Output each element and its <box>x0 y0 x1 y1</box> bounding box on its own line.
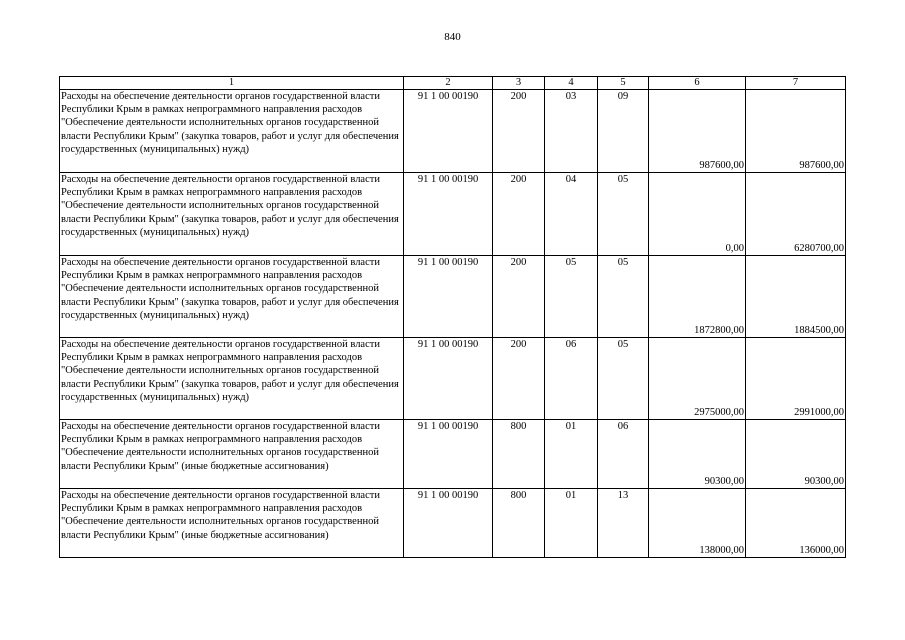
row-description: Расходы на обеспечение деятельности органов государственной власти Республики Крым в рамках непрограммного направления расходов "Обеспечение деятельности исполнительных органов государственной власти Республики Крым" (закупка товаров, работ и услуг для обеспечения государственных (муниципальных) нужд) <box>60 256 404 338</box>
row-section: 01 <box>545 489 598 558</box>
budget-table <box>59 76 846 558</box>
row-description: Расходы на обеспечение деятельности органов государственной власти Республики Крым в рамках непрограммного направления расходов "Обеспечение деятельности исполнительных органов государственной власти Республики Крым" (закупка товаров, работ и услуг для обеспечения государственных (муниципальных) нужд) <box>60 90 404 173</box>
row-description: Расходы на обеспечение деятельности органов государственной власти Республики Крым в рамках непрограммного направления расходов "Обеспечение деятельности исполнительных органов государственной власти Республики Крым" (закупка товаров, работ и услуг для обеспечения государственных (муниципальных) нужд) <box>60 338 404 420</box>
row-amount-2: 1884500,00 <box>746 256 846 338</box>
row-expense-type: 200 <box>493 90 545 173</box>
row-target-article: 91 1 00 00190 <box>404 173 493 256</box>
row-section: 05 <box>545 256 598 338</box>
row-description: Расходы на обеспечение деятельности органов государственной власти Республики Крым в рамках непрограммного направления расходов "Обеспечение деятельности исполнительных органов государственной власти Республики Крым" (закупка товаров, работ и услуг для обеспечения государственных (муниципальных) нужд) <box>60 173 404 256</box>
row-subsection: 13 <box>598 489 649 558</box>
row-subsection: 05 <box>598 256 649 338</box>
table-row <box>60 256 846 338</box>
header-row <box>60 77 846 90</box>
row-amount-1: 0,00 <box>649 173 746 256</box>
row-subsection: 05 <box>598 338 649 420</box>
header-col-2: 2 <box>404 77 493 90</box>
row-subsection: 09 <box>598 90 649 173</box>
row-amount-2: 90300,00 <box>746 420 846 489</box>
row-section: 03 <box>545 90 598 173</box>
row-amount-1: 2975000,00 <box>649 338 746 420</box>
row-target-article: 91 1 00 00190 <box>404 489 493 558</box>
header-col-3: 3 <box>493 77 545 90</box>
table-row <box>60 173 846 256</box>
header-col-7: 7 <box>746 77 846 90</box>
row-section: 01 <box>545 420 598 489</box>
row-target-article: 91 1 00 00190 <box>404 420 493 489</box>
row-target-article: 91 1 00 00190 <box>404 338 493 420</box>
row-amount-1: 987600,00 <box>649 90 746 173</box>
row-amount-2: 987600,00 <box>746 90 846 173</box>
row-description: Расходы на обеспечение деятельности органов государственной власти Республики Крым в рамках непрограммного направления расходов "Обеспечение деятельности исполнительных органов государственной власти Республики Крым" (иные бюджетные ассигнования) <box>60 489 404 558</box>
table-row <box>60 420 846 489</box>
row-expense-type: 200 <box>493 173 545 256</box>
row-section: 06 <box>545 338 598 420</box>
header-col-5: 5 <box>598 77 649 90</box>
row-amount-1: 1872800,00 <box>649 256 746 338</box>
row-amount-2: 136000,00 <box>746 489 846 558</box>
table-row <box>60 90 846 173</box>
row-expense-type: 800 <box>493 489 545 558</box>
row-section: 04 <box>545 173 598 256</box>
row-amount-2: 2991000,00 <box>746 338 846 420</box>
row-expense-type: 200 <box>493 256 545 338</box>
row-target-article: 91 1 00 00190 <box>404 90 493 173</box>
header-col-6: 6 <box>649 77 746 90</box>
row-target-article: 91 1 00 00190 <box>404 256 493 338</box>
table-row <box>60 489 846 558</box>
page-number: 840 <box>444 31 461 43</box>
row-amount-1: 138000,00 <box>649 489 746 558</box>
row-expense-type: 800 <box>493 420 545 489</box>
row-amount-1: 90300,00 <box>649 420 746 489</box>
table-row <box>60 338 846 420</box>
header-col-1: 1 <box>60 77 404 90</box>
row-description: Расходы на обеспечение деятельности органов государственной власти Республики Крым в рамках непрограммного направления расходов "Обеспечение деятельности исполнительных органов государственной власти Республики Крым" (иные бюджетные ассигнования) <box>60 420 404 489</box>
row-amount-2: 6280700,00 <box>746 173 846 256</box>
header-col-4: 4 <box>545 77 598 90</box>
row-subsection: 05 <box>598 173 649 256</box>
row-expense-type: 200 <box>493 338 545 420</box>
row-subsection: 06 <box>598 420 649 489</box>
